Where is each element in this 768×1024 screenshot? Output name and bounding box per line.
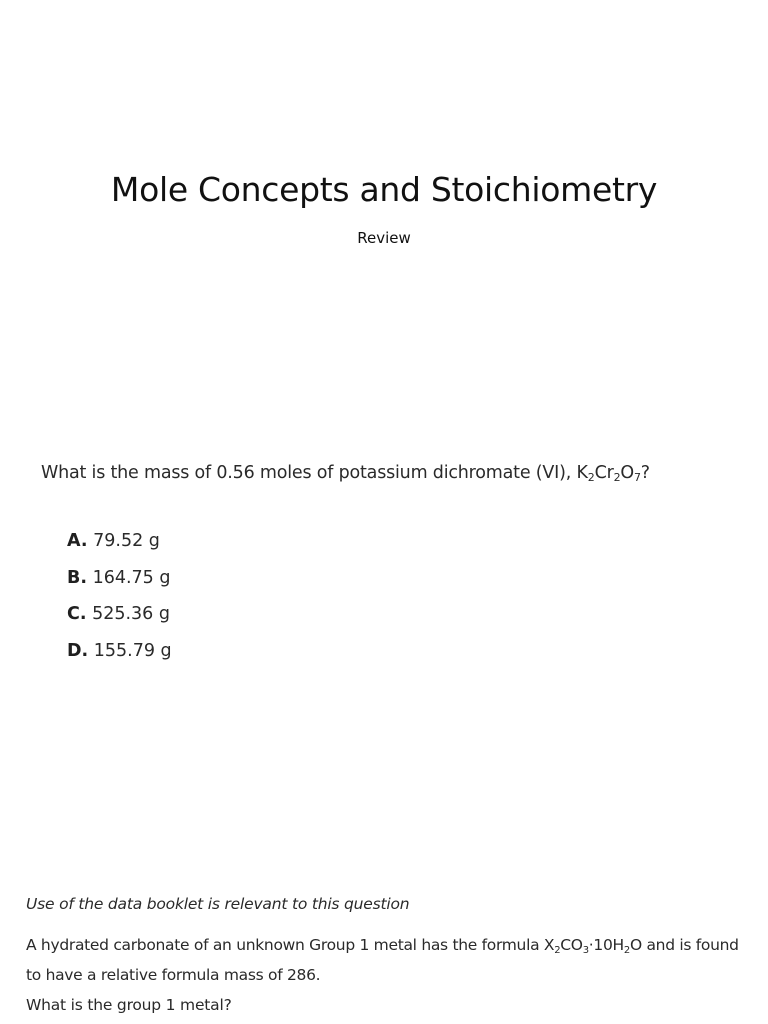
option-letter: B. [67, 567, 87, 588]
q2-sub-1: 2 [554, 945, 561, 956]
q2-text-before: A hydrated carbonate of an unknown Group 1 metal has the formula X [26, 936, 555, 954]
option-d[interactable] [67, 641, 172, 678]
option-a[interactable] [67, 531, 172, 568]
q1-sub-2: 2 [613, 471, 621, 484]
question-2-prompt: What is the group 1 metal? [26, 996, 232, 1014]
q1-text-mid-2: O [620, 463, 634, 483]
q2-sub-2: 3 [582, 945, 589, 956]
q2-text-after: O and is found to have a relative formula mass of 286. [26, 936, 739, 984]
option-letter: C. [67, 604, 87, 624]
q1-sub-1: 2 [587, 471, 595, 484]
option-letter: D. [67, 640, 89, 661]
q1-text-after: ? [640, 463, 650, 483]
q2-sub-3: 2 [623, 945, 630, 956]
page-title: Mole Concepts and Stoichiometry [110, 170, 658, 209]
question-1-text [41, 463, 650, 484]
option-value: 79.52 g [93, 531, 160, 551]
question-2-text [26, 933, 751, 988]
option-value: 164.75 g [92, 567, 171, 588]
option-c[interactable] [67, 604, 172, 641]
option-value: 155.79 g [93, 640, 172, 661]
option-letter: A. [67, 531, 88, 551]
option-value: 525.36 g [92, 604, 170, 624]
page-subtitle: Review [357, 229, 411, 247]
option-b[interactable] [67, 568, 172, 605]
data-booklet-note: Use of the data booklet is relevant to this question [26, 895, 410, 913]
q2-text-mid-2: ·10H [588, 936, 624, 954]
q1-sub-3: 7 [633, 471, 641, 484]
q1-text-before: What is the mass of 0.56 moles of potassium dichromate (VI), K [41, 463, 588, 483]
answer-options [67, 531, 172, 677]
q1-text-mid-1: Cr [594, 463, 614, 483]
q2-text-mid-1: CO [560, 936, 583, 954]
